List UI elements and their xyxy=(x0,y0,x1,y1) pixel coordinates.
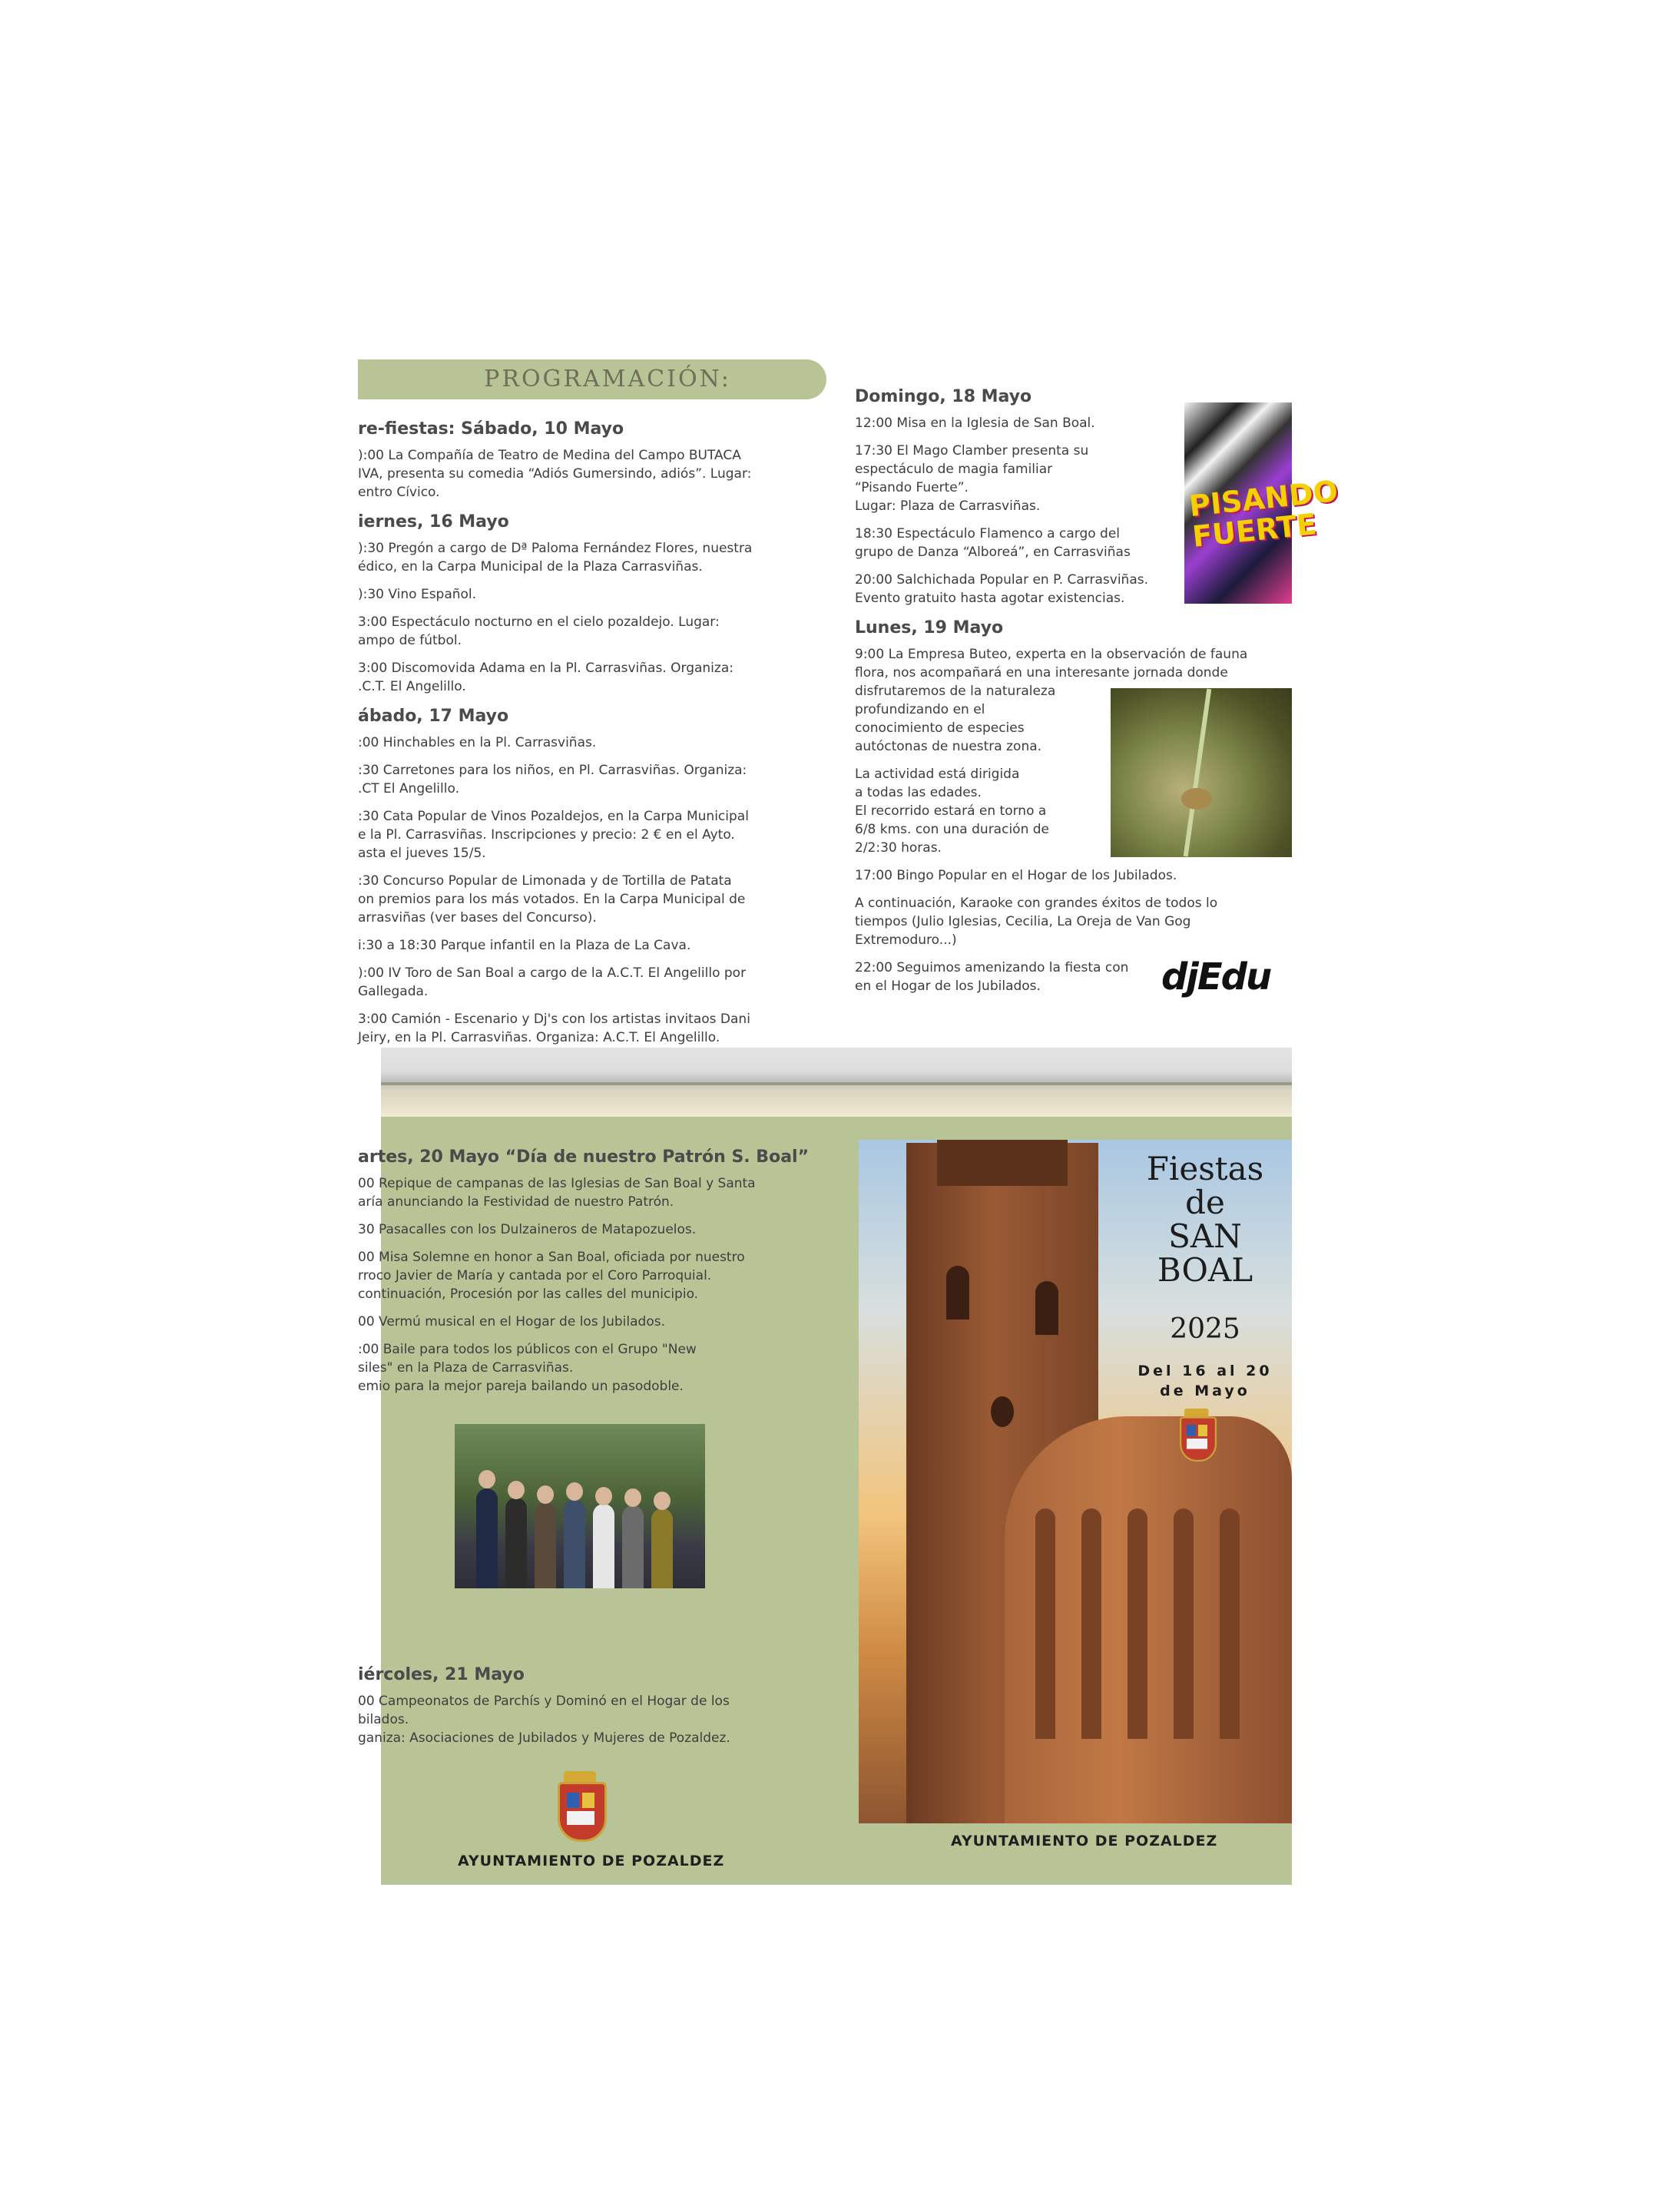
pozaldez-coat-of-arms-icon xyxy=(551,1771,608,1845)
event-item: 00 Vermú musical en el Hogar de los Jubilados. xyxy=(358,1314,665,1330)
event-item: 17:30 El Mago Clamber presenta su espectáculo de magia familiar “Pisando Fuerte”. Lugar: Plaza de Carrasviñas. xyxy=(855,443,1089,514)
event-item: :30 Cata Popular de Vinos Pozaldejos, en la Carpa Municipal e la Pl. Carrasviñas. Inscripciones y precio: 2 € en el Ayto. asta el jueves 15/5. xyxy=(358,809,749,861)
event-item: 12:00 Misa en la Iglesia de San Boal. xyxy=(855,416,1095,431)
event-item: 9:00 La Empresa Buteo, experta en la observación de fauna flora, nos acompañará en una interesante jornada donde xyxy=(855,647,1248,680)
program-panel xyxy=(358,356,1340,1048)
event-item: 22:00 Seguimos amenizando la fiesta con en el Hogar de los Jubilados. xyxy=(855,960,1129,994)
day-heading: re-fiestas: Sábado, 10 Mayo xyxy=(358,419,624,439)
bird-icon xyxy=(1181,788,1212,810)
event-item: 3:00 Camión - Escenario y Dj's con los artistas invitaos Dani Jeiry, en la Pl. Carrasviñas. Organiza: A.C.T. El Angelillo. xyxy=(358,1012,750,1045)
day-heading: Lunes, 19 Mayo xyxy=(855,618,1004,637)
bird-photo xyxy=(1111,688,1292,857)
event-item: :30 Concurso Popular de Limonada y de Tortilla de Patata on premios para los más votados. En la Carpa Municipal de arrasviñas (ver bases del Concurso). xyxy=(358,873,746,926)
cover-panel xyxy=(859,1140,1292,1823)
day-heading: Domingo, 18 Mayo xyxy=(855,387,1032,406)
event-item: 3:00 Espectáculo nocturno en el cielo pozaldejo. Lugar: ampo de fútbol. xyxy=(358,614,720,648)
wednesday-block xyxy=(358,1654,819,1757)
event-item: 30 Pasacalles con los Dulzaineros de Matapozuelos. xyxy=(358,1222,697,1237)
day-heading: ábado, 17 Mayo xyxy=(358,707,509,726)
event-item: i:30 a 18:30 Parque infantil en la Plaza de La Cava. xyxy=(358,938,691,953)
event-item: La actividad está dirigida a todas las edades. El recorrido estará en torno a 6/8 kms. con una duración de 2/2:30 horas. xyxy=(855,767,1049,856)
event-item: 18:30 Espectáculo Flamenco a cargo del grupo de Danza “Alboreá”, en Carrasviñas xyxy=(855,526,1131,560)
event-item: ):30 Pregón a cargo de Dª Paloma Fernández Flores, nuestra édico, en la Carpa Municipal de la Plaza Carrasviñas. xyxy=(358,541,753,575)
programacion-header xyxy=(358,359,826,399)
event-item: 00 Misa Solemne en honor a San Boal, oficiada por nuestro rroco Javier de María y cantada por el Coro Parroquial. continuación, Procesión por las calles del municipio. xyxy=(358,1250,745,1302)
pisando-fuerte-logo: PISANDO FUERTE xyxy=(1187,474,1340,554)
village-panorama-image xyxy=(381,1048,1292,1117)
event-item: 00 Repique de campanas de las Iglesias de San Boal y Santa aría anunciando la Festividad de nuestro Patrón. xyxy=(358,1176,756,1210)
brochure-sheet xyxy=(358,356,1340,1885)
ayuntamiento-footer-right: AYUNTAMIENTO DE POZALDEZ xyxy=(951,1833,1218,1849)
event-item: :30 Carretones para los niños, en Pl. Carrasviñas. Organiza: .CT El Angelillo. xyxy=(358,763,747,796)
dj-edu-logo: djEdu xyxy=(1161,955,1271,998)
event-item: ):30 Vino Español. xyxy=(358,587,477,602)
bottom-left-column xyxy=(358,1137,819,1405)
left-column xyxy=(358,409,819,1056)
church-apse-image xyxy=(1005,1416,1292,1823)
ayuntamiento-footer-left: AYUNTAMIENTO DE POZALDEZ xyxy=(458,1853,725,1869)
event-item: :00 Baile para todos los públicos con el Grupo "New siles" en la Plaza de Carrasviñas. emio para la mejor pareja bailando un pasodoble. xyxy=(358,1342,697,1394)
event-item: 20:00 Salchichada Popular en P. Carrasviñas. Evento gratuito hasta agotar existencias. xyxy=(855,572,1148,606)
cover-coat-of-arms-icon xyxy=(1175,1409,1218,1464)
cover-dates: Del 16 al 20 de Mayo xyxy=(1137,1363,1273,1399)
pisando-fuerte-poster-image xyxy=(1184,402,1340,604)
event-item: :00 Hinchables en la Pl. Carrasviñas. xyxy=(358,735,597,750)
dulzaineros-group-photo xyxy=(455,1424,705,1588)
programacion-title: PROGRAMACIÓN: xyxy=(484,366,731,392)
event-item: A continuación, Karaoke con grandes éxitos de todos lo tiempos (Julio Iglesias, Cecilia, La Oreja de Van Gog Extremoduro...) xyxy=(855,896,1218,948)
cover-title: Fiestas de SAN BOAL xyxy=(1146,1150,1264,1289)
event-item: ):00 La Compañía de Teatro de Medina del Campo BUTACA IVA, presenta su comedia “Adiós Gumersindo, adiós”. Lugar: entro Cívico. xyxy=(358,448,752,500)
day-heading: artes, 20 Mayo “Día de nuestro Patrón S. Boal” xyxy=(358,1147,810,1167)
event-item: 00 Campeonatos de Parchís y Dominó en el Hogar de los bilados. ganiza: Asociaciones de Jubilados y Mujeres de Pozaldez. xyxy=(358,1694,730,1746)
event-item: ):00 IV Toro de San Boal a cargo de la A.C.T. El Angelillo por Gallegada. xyxy=(358,965,747,999)
day-heading: iércoles, 21 Mayo xyxy=(358,1665,525,1684)
event-item: disfrutaremos de la naturaleza profundizando en el conocimiento de especies autóctonas de nuestra zona. xyxy=(855,684,1056,754)
day-heading: iernes, 16 Mayo xyxy=(358,512,509,531)
event-item: 17:00 Bingo Popular en el Hogar de los Jubilados. xyxy=(855,868,1177,883)
event-item: 3:00 Discomovida Adama en la Pl. Carrasviñas. Organiza: .C.T. El Angelillo. xyxy=(358,661,733,694)
cover-year: 2025 xyxy=(1170,1313,1240,1345)
